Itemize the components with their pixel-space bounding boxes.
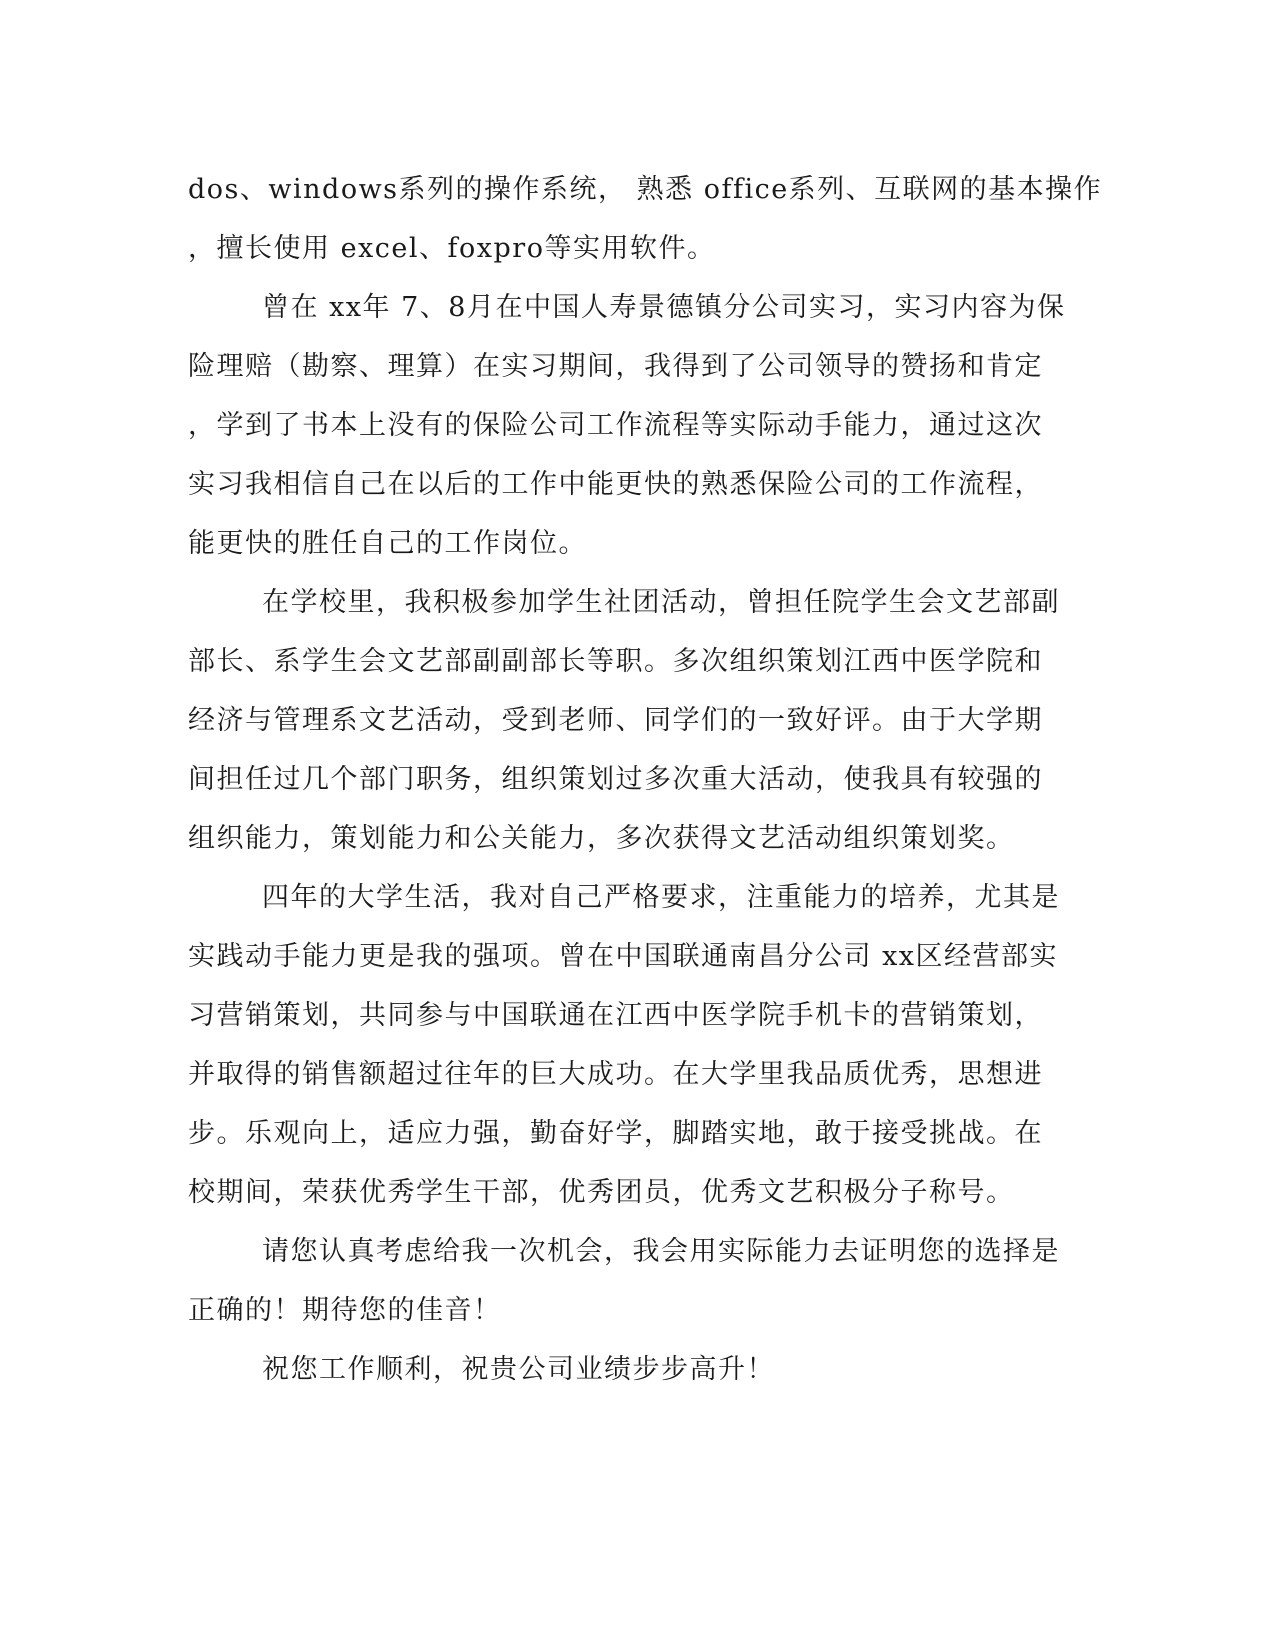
text-line: 间担任过几个部门职务，组织策划过多次重大活动，使我具有较强的 xyxy=(188,764,1043,795)
text-line: 能更快的胜任自己的工作岗位。 xyxy=(188,528,587,559)
closing-line: 祝您工作顺利，祝贵公司业绩步步高升！ xyxy=(262,1354,775,1385)
text-line: 险理赔（勘察、理算）在实习期间，我得到了公司领导的赞扬和肯定 xyxy=(188,351,1043,382)
paragraph-start-line: 在学校里，我积极参加学生社团活动，曾担任院学生会文艺部副 xyxy=(262,587,1060,618)
paragraph-start-line: 四年的大学生活，我对自己严格要求，注重能力的培养，尤其是 xyxy=(262,882,1060,913)
text-line: 正确的！期待您的佳音！ xyxy=(188,1295,502,1326)
text-line: 实践动手能力更是我的强项。曾在中国联通南昌分公司 xx区经营部实 xyxy=(188,941,1059,972)
text-line: 部长、系学生会文艺部副副部长等职。多次组织策划江西中医学院和 xyxy=(188,646,1043,677)
text-line: ，擅长使用 excel、foxpro等实用软件。 xyxy=(188,233,716,264)
text-line: 实习我相信自己在以后的工作中能更快的熟悉保险公司的工作流程， xyxy=(188,469,1043,500)
text-line: 习营销策划，共同参与中国联通在江西中医学院手机卡的营销策划， xyxy=(188,1000,1043,1031)
paragraph-start-line: 请您认真考虑给我一次机会，我会用实际能力去证明您的选择是 xyxy=(262,1236,1060,1267)
text-line: ，学到了书本上没有的保险公司工作流程等实际动手能力，通过这次 xyxy=(188,410,1043,441)
paragraph-start-line: 曾在 xx年 7、8月在中国人寿景德镇分公司实习，实习内容为保 xyxy=(262,292,1066,323)
text-line: 并取得的销售额超过往年的巨大成功。在大学里我品质优秀，思想进 xyxy=(188,1059,1043,1090)
text-line: 经济与管理系文艺活动，受到老师、同学们的一致好评。由于大学期 xyxy=(188,705,1043,736)
text-line: 步。乐观向上，适应力强，勤奋好学，脚踏实地，敢于接受挑战。在 xyxy=(188,1118,1043,1149)
text-line: 校期间，荣获优秀学生干部，优秀团员，优秀文艺积极分子称号。 xyxy=(188,1177,1015,1208)
text-line: dos、windows系列的操作系统， 熟悉 office系列、互联网的基本操作 xyxy=(188,174,1103,205)
document-body xyxy=(188,160,1103,1399)
text-line: 组织能力，策划能力和公关能力，多次获得文艺活动组织策划奖。 xyxy=(188,823,1015,854)
